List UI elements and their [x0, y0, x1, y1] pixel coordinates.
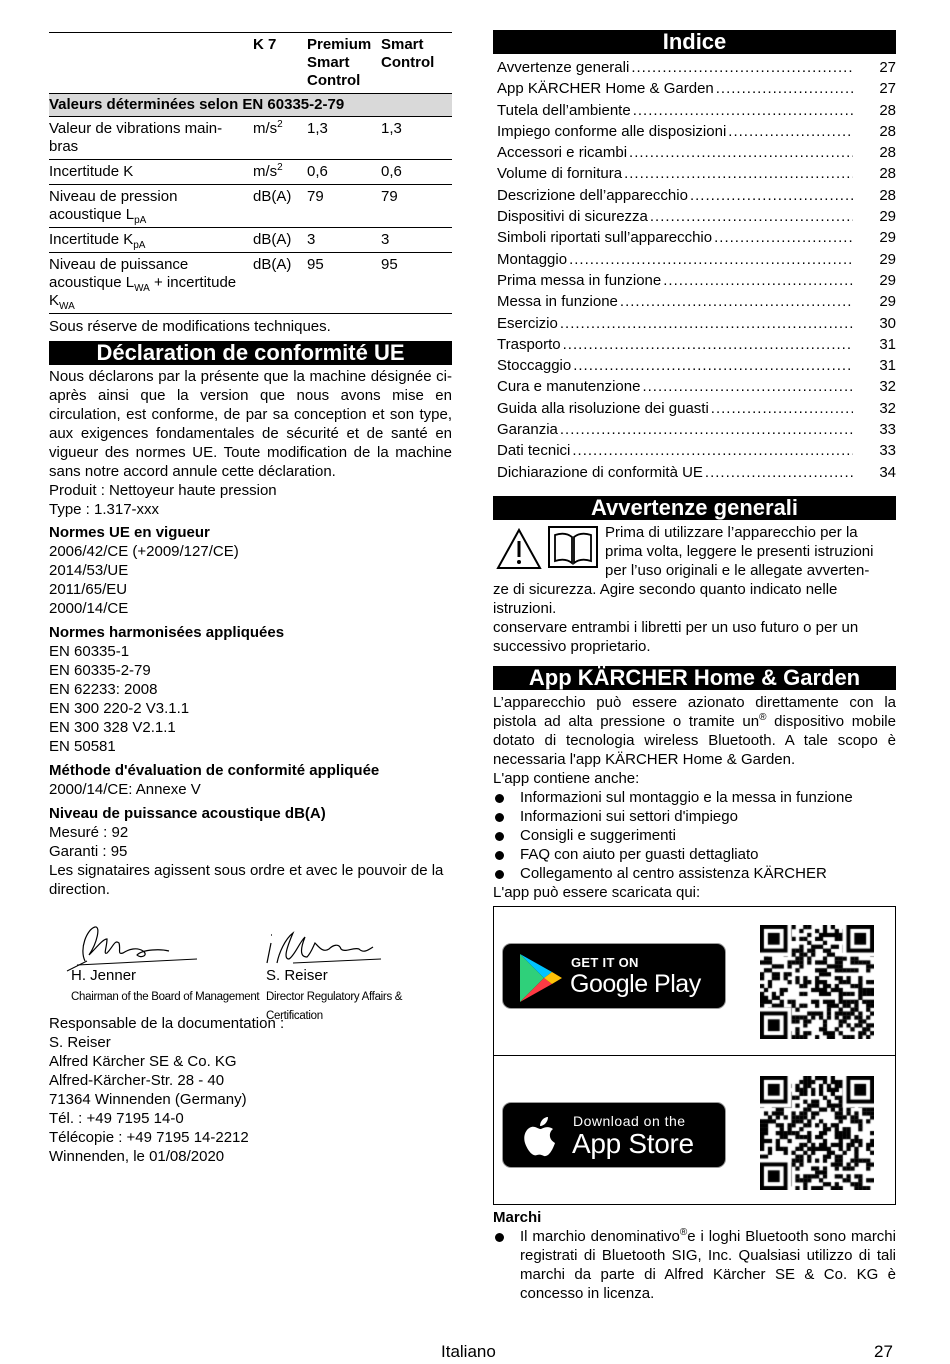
app-store-cell: [494, 1055, 895, 1204]
page-footer: [0, 1342, 950, 1364]
toc-item[interactable]: [493, 271, 896, 292]
noise-title: Niveau de puissance acoustique dB(A): [49, 805, 326, 822]
norms-title: Normes UE en vigueur: [49, 524, 210, 541]
google-play-icon: [516, 952, 564, 1004]
toc-leader-dots: [714, 228, 853, 247]
toc-item-title: Impiego conforme alle disposizioni: [497, 122, 727, 140]
google-play-badge[interactable]: [502, 943, 726, 1009]
noise-measured: Mesuré : 92: [49, 824, 129, 841]
toc-item[interactable]: [493, 356, 896, 377]
google-play-cell: [494, 907, 895, 1055]
toc-item[interactable]: [493, 292, 896, 313]
trademarks-block: [493, 1208, 896, 1303]
toc-item-title: Descrizione dell’apparecchio: [497, 186, 688, 204]
toc-item-page: 28: [879, 144, 896, 162]
toc-item[interactable]: [493, 101, 896, 122]
trademarks-title: Marchi: [493, 1208, 542, 1226]
index-heading: Indice: [493, 30, 896, 54]
signatures: [49, 899, 452, 1022]
toc-item-title: Tutela dell’ambiente: [497, 101, 631, 119]
qr-code-app-store: [760, 1076, 874, 1190]
toc-item[interactable]: [493, 250, 896, 271]
table-row: [49, 228, 452, 253]
toc-leader-dots: [620, 292, 853, 311]
toc-leader-dots: [716, 79, 853, 98]
declaration-intro: Nous déclarons par la présente que la machine désignée ci-après ainsi que la version que nous avons mise en circulation, est conforme, de par sa conception et son type, aux exigences fondamentales de sécurité et de santé en vigueur des normes UE. Toute modification de la machine sans notre accord annule cette déclaration.: [49, 368, 452, 480]
spec-header-empty: [49, 33, 253, 94]
toc-leader-dots: [663, 271, 853, 290]
toc-item-page: 29: [879, 250, 896, 268]
noise-guaranteed: Garanti : 95: [49, 843, 128, 860]
toc-leader-dots: [572, 441, 853, 460]
list-item: FAQ con aiuto per guasti dettagliato: [493, 845, 896, 864]
row-label: Valeur de vibrations main-bras: [49, 117, 253, 160]
row-unit: dB(A): [253, 253, 307, 314]
spec-header-premium: Premium Smart Control: [307, 33, 381, 94]
table-row: [49, 253, 452, 314]
toc-item-title: Prima messa in funzione: [497, 271, 662, 289]
toc-item[interactable]: [493, 164, 896, 185]
signer-1-role: Chairman of the Board of Management: [71, 991, 260, 1003]
app-contains: L'app contiene anche:: [493, 769, 640, 787]
warnings-heading: Avvertenze generali: [493, 496, 896, 520]
toc-item[interactable]: [493, 143, 896, 164]
row-label: Incertitude $K_{pA}$: [49, 228, 253, 253]
signer-2-name: S. Reiser: [266, 967, 328, 984]
responsible-line: Winnenden, le 01/08/2020: [49, 1148, 225, 1165]
toc-leader-dots: [629, 143, 853, 162]
footer-page-number: 27: [874, 1342, 893, 1361]
toc-leader-dots: [711, 399, 853, 418]
norm-item: 2011/65/EU: [49, 581, 128, 598]
warnings-text-below: ze di sicurezza. Agire secondo quanto indicato nelle istruzioni.: [493, 580, 838, 617]
spec-header-smart: Smart Control: [381, 33, 452, 94]
row-unit: dB(A): [253, 185, 307, 228]
toc-item-title: Montaggio: [497, 250, 568, 268]
toc-leader-dots: [642, 377, 853, 396]
app-store-top-text: Download on the: [573, 1112, 686, 1129]
toc-leader-dots: [560, 420, 853, 439]
toc-item[interactable]: [493, 58, 896, 79]
toc-item-title: Garanzia: [497, 421, 558, 439]
row-value-2: 0,6: [381, 160, 452, 185]
toc-leader-dots: [705, 463, 853, 482]
toc-item-page: 27: [879, 80, 896, 98]
list-item: Consigli e suggerimenti: [493, 826, 896, 845]
toc-item-page: 33: [879, 442, 896, 460]
toc-item-title: Stoccaggio: [497, 357, 572, 375]
toc-item[interactable]: [493, 463, 896, 484]
toc-item-page: 33: [879, 421, 896, 439]
toc-item[interactable]: [493, 377, 896, 398]
toc-item-title: Dispositivi di sicurezza: [497, 208, 648, 226]
toc-leader-dots: [633, 101, 853, 120]
toc-item-page: 32: [879, 378, 896, 396]
app-features-list: [493, 788, 896, 883]
list-item: Collegamento al centro assistenza KÄRCHER: [493, 864, 896, 883]
warnings-text-beside: Prima di utilizzare l’apparecchio per la prima volta, leggere le presenti istruzioni per l’uso originali e le allegate avverten-: [605, 523, 874, 579]
toc-item-title: Dichiarazione di conformità UE: [497, 463, 703, 481]
toc-leader-dots: [650, 207, 853, 226]
toc-item[interactable]: [493, 441, 896, 462]
trademarks-list: [493, 1227, 896, 1303]
toc-item-title: Volume di fornitura: [497, 165, 623, 183]
warnings-body: [493, 523, 896, 656]
harmonised-item: EN 60335-2-79: [49, 662, 151, 679]
app-store-badge[interactable]: [502, 1102, 726, 1168]
toc-item-page: 27: [879, 59, 896, 76]
responsible-line: Tél. : +49 7195 14-0: [49, 1110, 184, 1127]
toc-item-title: Dati tecnici: [497, 442, 571, 460]
responsible-line: S. Reiser: [49, 1034, 111, 1051]
signature-reiser-image: [263, 913, 383, 973]
apple-logo-icon: [521, 1113, 561, 1159]
row-unit: $m/s^2$: [253, 117, 307, 160]
row-value-2: 95: [381, 253, 452, 314]
toc-item-title: Messa in funzione: [497, 293, 618, 311]
declaration-body: [49, 367, 452, 899]
row-label: Niveau de puissance acoustique $L_{WA}$ + incertitude $K_{WA}$: [49, 253, 253, 314]
norm-item: 2006/42/CE (+2009/127/CE): [49, 543, 239, 560]
toc-item-title: App KÄRCHER Home & Garden: [497, 80, 714, 98]
toc-leader-dots: [690, 186, 853, 205]
app-body: [493, 693, 896, 902]
harmonised-item: EN 62233: 2008: [49, 681, 158, 698]
footer-language: Italiano: [441, 1342, 496, 1361]
app-download-note: L'app può essere scaricata qui:: [493, 883, 701, 901]
toc-item-title: Guida alla risoluzione dei guasti: [497, 399, 709, 417]
toc-item-page: 34: [879, 463, 896, 481]
row-value-1: 95: [307, 253, 381, 314]
spec-section-row: [49, 94, 452, 117]
spec-table-header: [49, 33, 452, 94]
table-row: [49, 117, 452, 160]
toc-leader-dots: [728, 122, 853, 141]
signer-2-role: Director Regulatory Affairs & Certification: [266, 991, 403, 1022]
toc-leader-dots: [560, 314, 853, 333]
manual-book-icon: [547, 525, 599, 569]
toc-leader-dots: [573, 356, 853, 375]
toc-item-page: 29: [879, 293, 896, 311]
harmonised-item: EN 50581: [49, 738, 116, 755]
toc-item-page: 31: [879, 357, 896, 375]
row-value-1: 79: [307, 185, 381, 228]
responsible-line: Alfred Kärcher SE & Co. KG: [49, 1053, 237, 1070]
row-value-1: 1,3: [307, 117, 381, 160]
row-label: Niveau de pression acoustique $L_{pA}$: [49, 185, 253, 228]
toc-item-title: Cura e manutenzione: [497, 378, 641, 396]
list-item: Informazioni sul montaggio e la messa in funzione: [493, 788, 896, 807]
warning-triangle-icon: [495, 527, 543, 571]
harmonised-item: EN 60335-1: [49, 643, 130, 660]
toc-item-title: Avvertenze generali: [497, 59, 630, 76]
spec-section-title: Valeurs déterminées selon EN 60335-2-79: [49, 94, 452, 117]
warning-icons: [493, 523, 603, 577]
toc-item-page: 28: [879, 101, 896, 119]
row-value-1: 3: [307, 228, 381, 253]
toc-leader-dots: [624, 164, 853, 183]
toc-leader-dots: [569, 250, 853, 269]
table-row: [49, 160, 452, 185]
row-unit: $m/s^2$: [253, 160, 307, 185]
google-play-bottom-text: Google Play: [570, 969, 701, 998]
table-of-contents: [493, 58, 896, 484]
declaration-product: Produit : Nettoyeur haute pression: [49, 482, 277, 499]
toc-item[interactable]: [493, 207, 896, 228]
signatories-note: Les signataires agissent sous ordre et avec le pouvoir de la direction.: [49, 862, 444, 898]
right-column: [493, 30, 896, 1303]
spec-table: [49, 32, 452, 314]
spec-header-k7: K 7: [253, 33, 307, 94]
row-value-1: 0,6: [307, 160, 381, 185]
toc-item-page: 30: [879, 314, 896, 332]
method-value: 2000/14/CE: Annexe V: [49, 781, 201, 798]
norm-item: 2014/53/UE: [49, 562, 129, 579]
toc-item-page: 32: [879, 399, 896, 417]
toc-item-page: 28: [879, 186, 896, 204]
qr-code-google-play: [760, 925, 874, 1039]
toc-item[interactable]: [493, 420, 896, 441]
responsible-line: 71364 Winnenden (Germany): [49, 1091, 247, 1108]
row-value-2: 3: [381, 228, 452, 253]
declaration-heading: Déclaration de conformité UE: [49, 341, 452, 365]
harmonised-item: EN 300 328 V2.1.1: [49, 719, 176, 736]
store-badges-box: [493, 906, 896, 1205]
harmonised-title: Normes harmonisées appliquées: [49, 624, 285, 641]
signer-1-name: H. Jenner: [71, 967, 137, 984]
app-store-bottom-text: App Store: [572, 1127, 694, 1159]
toc-item-page: 29: [879, 208, 896, 226]
toc-item[interactable]: [493, 399, 896, 420]
toc-leader-dots: [563, 335, 853, 354]
responsible-line: Télécopie : +49 7195 14-2212: [49, 1129, 249, 1146]
row-value-2: 1,3: [381, 117, 452, 160]
toc-item-page: 31: [879, 335, 896, 353]
toc-item-page: 29: [879, 229, 896, 247]
table-row: [49, 185, 452, 228]
app-heading: App KÄRCHER Home & Garden: [493, 666, 896, 690]
method-title: Méthode d'évaluation de conformité appliquée: [49, 762, 380, 779]
app-intro: L’apparecchio può essere azionato direttamente con la pistola ad alta pressione o tramite un® dispositivo mobile dotato di tecnologia wireless Bluetooth. A tale scopo è necessaria l'app KÄRCHER Home & Garden.: [493, 693, 896, 768]
responsible-block: [49, 1014, 452, 1166]
google-play-top-text: GET IT ON: [571, 954, 639, 970]
warnings-text-keep: conservare entrambi i libretti per un uso futuro o per un successivo proprietario.: [493, 618, 859, 655]
toc-item-page: 29: [879, 271, 896, 289]
toc-item-page: 28: [879, 122, 896, 140]
toc-item-title: Simboli riportati sull’apparecchio: [497, 229, 713, 247]
toc-item[interactable]: [493, 186, 896, 207]
toc-item[interactable]: [493, 228, 896, 249]
toc-item-page: 28: [879, 165, 896, 183]
toc-leader-dots: [631, 58, 853, 77]
toc-item-title: Esercizio: [497, 314, 558, 332]
list-item: Informazioni sui settori d'impiego: [493, 807, 896, 826]
responsible-line: Responsable de la documentation :: [49, 1015, 285, 1032]
left-column: [49, 32, 452, 1166]
toc-item[interactable]: [493, 314, 896, 335]
toc-item-title: Trasporto: [497, 335, 561, 353]
toc-item-title: Accessori e ricambi: [497, 144, 628, 162]
toc-item[interactable]: [493, 122, 896, 143]
spec-note: Sous réserve de modifications techniques.: [49, 318, 331, 335]
declaration-type: Type : 1.317-xxx: [49, 501, 160, 518]
norm-item: 2000/14/CE: [49, 600, 129, 617]
row-label: Incertitude K: [49, 160, 253, 185]
toc-item[interactable]: [493, 79, 896, 100]
row-value-2: 79: [381, 185, 452, 228]
responsible-line: Alfred-Kärcher-Str. 28 - 40: [49, 1072, 225, 1089]
row-unit: dB(A): [253, 228, 307, 253]
harmonised-item: EN 300 220-2 V3.1.1: [49, 700, 190, 717]
toc-item[interactable]: [493, 335, 896, 356]
list-item: Il marchio denominativo®e i loghi Bluetooth sono marchi registrati di Bluetooth SIG, Inc. Qualsiasi utilizzo di tali marchi da parte di Alfred Kärcher SE & Co. KG è concesso in licenza.: [493, 1227, 896, 1303]
